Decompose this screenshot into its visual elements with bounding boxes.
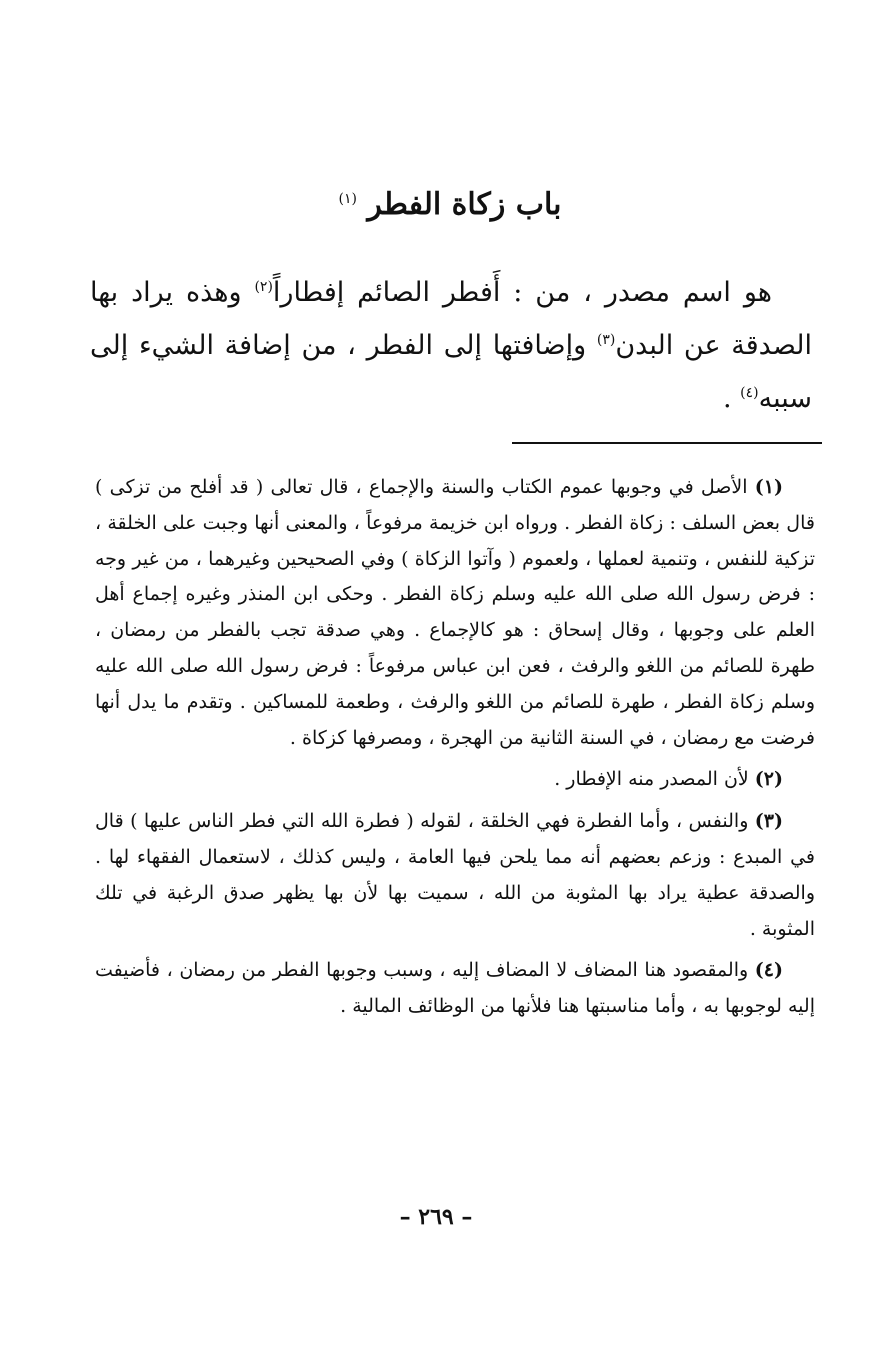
footnote-ref-3: (٣): [596, 332, 616, 348]
chapter-title: [100, 180, 800, 230]
footnotes-section: [95, 470, 815, 1031]
footnote-number: (١): [754, 476, 783, 498]
footnote-text: لأن المصدر منه الإفطار .: [554, 768, 749, 791]
footnote-text: والنفس ، وأما الفطرة فهي الخلقة ، لقوله ( فطرة الله التي فطر الناس عليها ) قال في المبدع : وزعم بعضهم أنه مما يلحن فيها العامة ، وليس كذلك ، لاستعمال الفقهاء لها . والصدقة عطية يراد بها المثوبة من الله ، سميت بها لأن بها يظهر صدق الرغبة في تلك المثوبة .: [95, 810, 815, 940]
main-text-segment-2: وهذه يراد بها الصدقة عن البدن: [90, 277, 813, 361]
footnote-3: [95, 804, 815, 947]
main-text-segment-3: وإضافتها إلى الفطر ، من إضافة الشيء إلى سببه: [90, 330, 812, 414]
footnote-separator: [512, 442, 822, 444]
footnote-1: [95, 470, 815, 756]
footnote-4: [95, 953, 815, 1025]
page-number: – ٢٦٩ –: [399, 1204, 473, 1230]
footnote-ref-1: (١): [338, 191, 357, 207]
footnote-ref-4: (٤): [740, 385, 759, 401]
footnote-text: الأصل في وجوبها عموم الكتاب والسنة والإجماع ، قال تعالى ( قد أفلح من تزكى ) قال بعض السلف : زكاة الفطر . ورواه ابن خزيمة مرفوعاً ، والمعنى أنها وجبت على الخلقة ، تزكية للنفس ، وتنمية لعملها ، ولعموم ( وآتوا الزكاة ) وفي الصحيحين وغيرهما ، من غير وجه : فرض رسول الله صلى الله عليه وسلم زكاة الفطر . وحكى ابن المنذر وغيره إجماع أهل العلم على وجوبها ، وقال إسحاق : هو كالإجماع . وهي صدقة تجب بالفطر من رمضان ، طهرة للصائم من اللغو والرفث ، فعن ابن عباس مرفوعاً : فرض رسول الله صلى الله عليه وسلم زكاة الفطر ، طهرة للصائم من اللغو والرفث ، وطعمة للمساكين . وتقدم ما يدل أنها فرضت مع رمضان ، في السنة الثانية من الهجرة ، ومصرفها كزكاة .: [95, 476, 815, 749]
main-text-segment-4: .: [722, 383, 741, 414]
footnote-2: [95, 762, 815, 798]
chapter-title-text: باب زكاة الفطر: [367, 187, 562, 222]
footnote-number: (٤): [754, 959, 783, 982]
footnote-text: والمقصود هنا المضاف لا المضاف إليه ، وسبب وجوبها الفطر من رمضان ، فأضيفت إليه لوجوبها به ، وأما مناسبتها هنا فلأنها من الوظائف المالية .: [95, 959, 815, 1018]
main-text-segment-1: هو اسم مصدر ، من : أَفطر الصائم إفطاراً: [272, 277, 773, 308]
footnote-number: (٣): [754, 810, 783, 833]
footnote-ref-2: (٢): [254, 279, 273, 295]
main-paragraph: [90, 266, 812, 425]
footnote-number: (٢): [754, 768, 783, 791]
